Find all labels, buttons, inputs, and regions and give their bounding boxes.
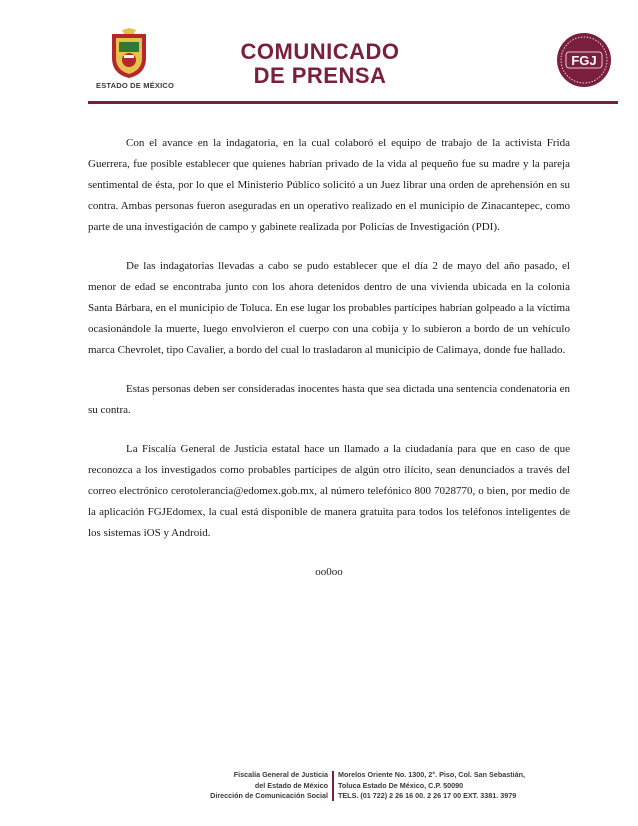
fgj-logo — [556, 32, 612, 88]
footer-divider — [332, 771, 334, 801]
paragraph-3: Estas personas deben ser consideradas inocentes hasta que sea dictada una sentencia condenatoria en su contra. — [88, 383, 570, 416]
state-crest-icon — [104, 28, 154, 80]
footer-institution — [210, 770, 328, 802]
footer-right-line-3: TELS. (01 722) 2 26 16 00. 2 26 17 00 EXT. 3381. 3979 — [338, 791, 517, 800]
footer-left-line-1: Fiscalía General de Justicia — [233, 770, 328, 779]
page-header — [0, 0, 638, 110]
closing-mark: oo0oo — [315, 566, 343, 578]
fgj-badge-text: FGJ — [571, 53, 597, 68]
footer-left-line-3: Dirección de Comunicación Social — [210, 791, 328, 800]
footer-right-line-1: Morelos Oriente No. 1300, 2°. Piso, Col. San Sebastián, — [338, 770, 526, 779]
paragraph-2: De las indagatorias llevadas a cabo se pudo establecer que el día 2 de mayo del año pasado, el menor de edad se encontraba junto con los ahora detenidos dentro de una vivienda ubicada en la colonia Santa Bárbara, en el municipio de Toluca. En ese lugar los probables partícipes habrían golpeado a la víctima ocasionándole la muerte, luego envolvieron el cuerpo con una cobija y lo subieron a bordo de un vehículo marca Chevrolet, tipo Cavalier, a bordo del cual lo trasladaron al municipio de Calimaya, donde fue hallado. — [88, 260, 570, 356]
footer-left-line-2: del Estado de México — [254, 780, 328, 790]
footer-right-line-2: Toluca Estado De México, C.P. 50090 — [338, 780, 464, 790]
title-line-2: DE PRENSA — [253, 63, 387, 88]
header-divider — [88, 101, 618, 104]
page-footer — [0, 770, 638, 810]
paragraph-4: La Fiscalía General de Justicia estatal hace un llamado a la ciudadanía para que en caso de que reconozca a los investigados como probables partícipes de algún otro ilícito, sean denunciados a través del correo electrónico cerotolerancia@edomex.gob.mx, al número telefónico 800 7028770, o bien, por medio de la aplicación FGJEdomex, la cual está disponible de manera gratuita para todos los teléfonos inteligentes de los sistemas iOS y Android. — [88, 443, 570, 539]
title-line-1: COMUNICADO — [240, 39, 400, 64]
paragraph-1: Con el avance en la indagatoria, en la cual colaboró el equipo de trabajo de la activista Frida Guerrera, fue posible establecer que quienes habrían privado de la vida al pequeño fue su madre y la pareja sentimental de ésta, por lo que el Ministerio Público solicitó a un Juez librar una orden de aprehensión en su contra. Ambas personas fueron aseguradas en un operativo realizado en el municipio de Zinacantepec, como parte de una investigación de campo y gabinete realizada por Policías de Investigación (PDI). — [88, 137, 570, 233]
footer-address — [338, 770, 525, 802]
press-release-body — [88, 133, 570, 583]
page-title — [200, 40, 440, 88]
state-label: ESTADO DE MÉXICO — [96, 81, 175, 90]
